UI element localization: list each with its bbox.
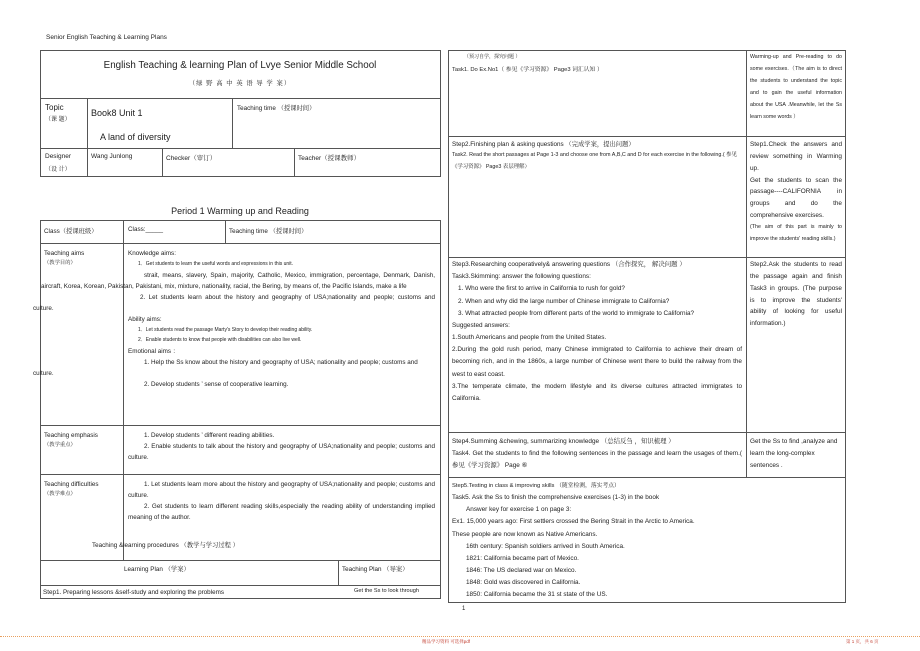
- step5-content: Step5.Testing in class & improving skills （随堂检测，落实考点） Task5. Ask the Ss to finish the comprehensive exercises (1-3) in the book Answer key for exercise 1 on page 3: Ex1. 15,000 years ago: First settlers crossed the Bering Strait in the Arctic to America. These people are now known as Native Americans. 16th century: Spanish soldiers arrived in South America. 1821: California became part of Mexico. 1846: The US declared war on Mexico. 1848: Gold was discovered in California. 1850: California became the 31 st state of the US.: [452, 483, 695, 599]
- topic-value: Book8 Unit 1: [91, 108, 143, 118]
- step1-title: Step1. Preparing lessons &self-study and exploring the problems: [43, 589, 224, 596]
- step4-right: Get the Ss to find ,analyze and learn the long-complex sentences .: [750, 438, 838, 469]
- designer-value: Wang Junlong: [91, 153, 133, 160]
- topic-value-2: A land of diversity: [100, 132, 171, 142]
- checker-label: Checker（审订）: [166, 155, 217, 162]
- aims-label: Teaching aims （教学目的）: [44, 250, 85, 267]
- r1-left: （预习自学，探究问题 ） Task1. Do Ex.No1（ 参见《学习资源》 Page3 词汇认知 ）: [452, 54, 603, 73]
- footer-right: 第 1 页，共 6 页: [846, 639, 879, 644]
- teacher-label: Teacher（授课教师）: [298, 155, 361, 162]
- r1-right: Warming-up and Pre-reading to do some exercises.（The aim is to direct the students to understand the topic and to gain the useful information about the USA .Meanwhile, let the Ss learn some words ）: [750, 54, 842, 120]
- step3-right: Step2.Ask the students to read the passage again and finish Task3 in groups. (The purpose is to improve the students' ability of looking for useful information.): [750, 261, 842, 328]
- step2-right: Step1.Check the answers and review something in Warming up. Get the students to scan the passage----CALIFORNIA in groups and do the comprehensive exercises. (The aim of this part is mainly to improve the students' reading skills.): [750, 141, 842, 242]
- footer-divider: [0, 636, 920, 637]
- difficulties-content: 1. Let students learn more about the history and geography of USA;nationality and people; customs and culture. 2. Get students to learn different reading skills,especially the reading ability of understanding implied meaning of the author.: [128, 481, 435, 522]
- teaching-plan-header: Teaching Plan （导案）: [342, 566, 409, 573]
- emphasis-label: Teaching emphasis （教学重点）: [44, 432, 98, 449]
- teaching-time-label: Teaching time （授课时间）: [237, 105, 316, 112]
- task2: Task2. Read the short passages at Page 1-3 and choose one from A,B,C and D for each exercise in the following.( 参见《学习资源》 Page3 表层理解）: [452, 152, 737, 170]
- topic-label-cn: （课 题）: [45, 117, 71, 123]
- footer-left: 精品学习资料 可选择pdf: [422, 639, 471, 644]
- period-title: Period 1 Warming up and Reading: [171, 206, 309, 216]
- step2-title: Step2.Finishing plan & asking questions （完成学案，提出问题）: [452, 141, 635, 148]
- document-subtitle: （绿 野 高 中 英 语 导 学 案）: [188, 80, 292, 87]
- difficulties-label: Teaching difficulties （教学难点）: [44, 481, 99, 498]
- learning-plan-header: Learning Plan （学案）: [124, 566, 190, 573]
- class-label: Class（授课班级）: [44, 228, 98, 235]
- step3-content: Step3.Researching cooperatively& answering questions （合作探究， 解决问题 ） Task3.Skimming: answer the following questions: 1. Who were the first to arrive in California to rush for gold? 2. When and why did the large number of Chinese immigrate to California? 3. What attracted people from different parts of the world to immigrate to California? Suggested answers: 1.South Americans and people from the United States. 2.During the gold rush period, many Chinese immigrated to California to achieve their dream of becoming rich, and in the 1860s, a large number of Chinese went there to build the railway from the west to east coast. 3.The temperate climate, the modern lifestyle and its diverse cultures attracted immigrates to California.: [452, 261, 742, 402]
- designer-label: Designer: [45, 153, 72, 160]
- procedures-title: Teaching &learning procedures （教学与学习过程 ）: [92, 542, 239, 549]
- aims-content: Knowledge aims: 1．Get students to learn the useful words and expressions in this unit. strait, means, slavery, Spain, majority, Catholic, Mexico, immigration, percentage, Denmark, Danish, aircraft, Korea, Korean, Pakistan, Pakistani, mix, mixture, nationality, racial, the Bering, by means of, the Pacific Islands, make a life 2. Let students learn about the history and geography of USA;nationality and people; customs and culture. Ability aims: 1．Let students read the passage Marty's Story to develop their reading ability. 2．Enable students to know that people with disabilities can also live well. Emotional aims ： 1. Help the Ss know about the history and geography of USA; nationality and people; customs and culture. 2. Develop students ’ sense of cooperative learning.: [33, 250, 435, 388]
- page-number: 1: [462, 606, 466, 612]
- step1-right: Get the Ss to look through: [354, 588, 419, 594]
- document-title: English Teaching & learning Plan of Lvye Senior Middle School: [103, 60, 377, 71]
- designer-label-cn: （设 计）: [45, 167, 71, 173]
- class-value: Class:_____: [128, 226, 164, 233]
- step4-content: Step4.Summing &chewing, summarizing knowledge （总结反刍 ，知识梳理 ） Task4. Get the students to find the following sentences in the passage and learn the usages of them.( 参见《学习资源》 Page ⑥: [452, 438, 742, 470]
- page-header: Senior English Teaching & Learning Plans: [46, 34, 167, 41]
- teaching-time-label-2: Teaching time （授课时间）: [229, 228, 308, 235]
- emphasis-content: 1. Develop students ’ different reading abilities. 2. Enable students to talk about the history and geography of USA;nationality and people; customs and culture.: [128, 432, 435, 462]
- topic-label: Topic: [45, 103, 64, 112]
